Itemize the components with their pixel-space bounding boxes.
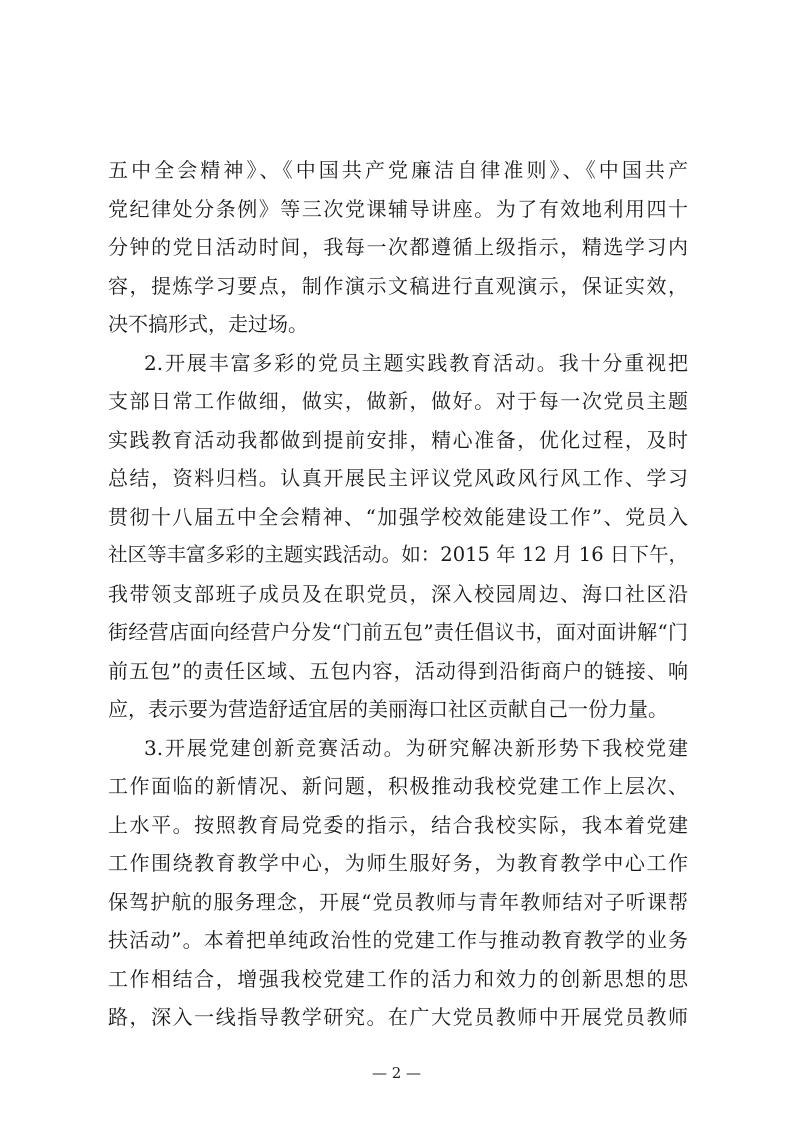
text-line: 工作面临的新情况、新问题，积极推动我校党建工作上层次、 [108, 774, 688, 798]
text-line: 贯彻十八届五中全会精神、“加强学校效能建设工作”、党员入 [108, 504, 688, 529]
text-line: 容，提炼学习要点，制作演示文稿进行直观演示，保证实效， [108, 273, 688, 298]
text-line: 3.开展党建创新竞赛活动。为研究解决新形势下我校党建 [144, 735, 688, 760]
text-line: 决不搞形式，走过场。 [108, 312, 308, 336]
body-text [108, 151, 688, 1037]
text-line: 社区等丰富多彩的主题实践活动。如：2015 年 12 月 16 日下午， [108, 543, 688, 566]
text-line: 工作相结合，增强我校党建工作的活力和效力的创新思想的思 [108, 966, 688, 991]
text-line: 保驾护航的服务理念，开展“党员教师与青年教师结对子听课帮 [108, 889, 688, 914]
text-line: 前五包”的责任区域、五包内容，活动得到沿街商户的链接、响 [108, 658, 688, 683]
text-line: 街经营店面向经营户分发“门前五包”责任倡议书，面对面讲解“门 [108, 620, 688, 644]
text-line: 党纪律处分条例》等三次党课辅导讲座。为了有效地利用四十 [108, 196, 688, 221]
text-line: 实践教育活动我都做到提前安排，精心准备，优化过程，及时 [108, 427, 688, 452]
text-line: 我带领支部班子成员及在职党员，深入校园周边、海口社区沿 [108, 581, 688, 606]
page-number: — 2 — [371, 1064, 422, 1082]
text-line: 路，深入一线指导教学研究。在广大党员教师中开展党员教师 [108, 1005, 688, 1029]
text-line: 应，表示要为营造舒适宜居的美丽海口社区贡献自己一份力量。 [108, 697, 668, 721]
text-line: 五中全会精神》、《中国共产党廉洁自律准则》、《中国共产 [108, 158, 688, 182]
text-line: 2.开展丰富多彩的党员主题实践教育活动。我十分重视把 [144, 350, 688, 375]
text-line: 分钟的党日活动时间，我每一次都遵循上级指示，精选学习内 [108, 235, 688, 259]
text-line: 上水平。按照教育局党委的指示，结合我校实际，我本着党建 [108, 812, 688, 837]
text-line: 总结，资料归档。认真开展民主评议党风政风行风工作、学习 [108, 466, 688, 490]
text-line: 扶活动”。本着把单纯政治性的党建工作与推动教育教学的业务 [108, 928, 688, 952]
text-line: 工作围绕教育教学中心，为师生服好务，为教育教学中心工作 [108, 851, 688, 875]
text-line: 支部日常工作做细，做实，做新，做好。对于每一次党员主题 [108, 389, 688, 413]
